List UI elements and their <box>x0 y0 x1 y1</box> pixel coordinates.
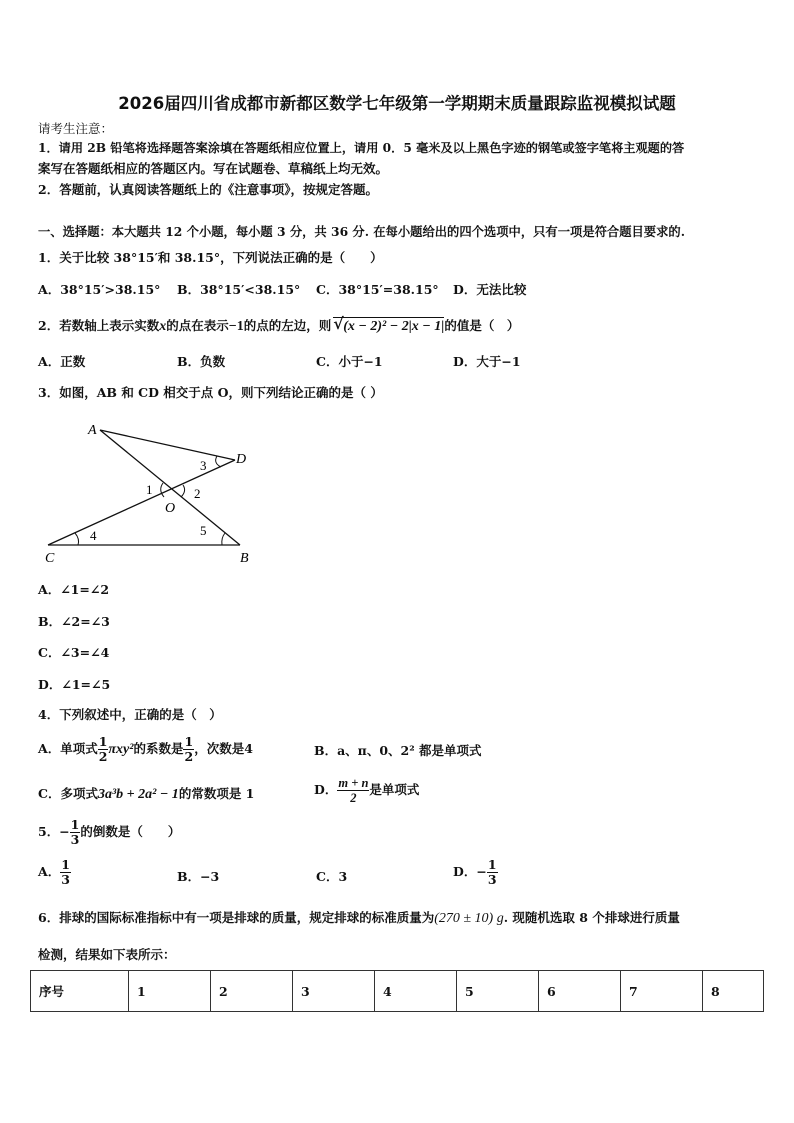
table-header-row <box>31 971 764 1012</box>
notice-line-1b: 案写在答题纸相应的答题区内。写在试题卷、草稿纸上均无效。 <box>38 161 389 176</box>
table-cell: 5 <box>457 971 539 1012</box>
question-5-option-a <box>38 858 71 887</box>
question-3-option-a: A．∠1=∠2 <box>38 582 110 597</box>
question-6-stem-line-2: 检测，结果如下表所示： <box>38 947 176 962</box>
page-title: 2026届四川省成都市新都区数学七年级第一学期期末质量跟踪监视模拟试题 <box>118 94 676 113</box>
q2-stem-mid2: 的点的左边，则 <box>243 318 332 333</box>
question-4-stem: 4．下列叙述中，正确的是（ ） <box>38 707 222 722</box>
q4a-frac-denominator: 2 <box>98 749 108 764</box>
q5a-fraction <box>60 858 71 887</box>
q4a-coef-denominator: 2 <box>184 749 194 764</box>
point-label-b: B <box>240 551 249 566</box>
sqrt-icon: √ <box>333 314 344 333</box>
question-2-option-c: C．小于−1 <box>316 354 383 369</box>
table-cell: 2 <box>211 971 293 1012</box>
question-4-option-a <box>38 735 253 764</box>
q5-frac-denominator: 3 <box>70 832 80 847</box>
q4c-pre: C．多项式 <box>38 786 98 801</box>
question-3-stem: 3．如图，AB 和 CD 相交于点 O，则下列结论正确的是（ ） <box>38 385 383 400</box>
table-cell: 7 <box>621 971 703 1012</box>
q6-data-table <box>30 970 764 1012</box>
q2-radical <box>333 314 445 335</box>
q2-expression: (x − 2)² − 2|x − 1| <box>343 319 445 334</box>
question-6-stem-line-1 <box>38 910 680 927</box>
q5a-frac-numerator: 1 <box>61 857 70 872</box>
question-3-figure <box>40 418 270 570</box>
question-5-option-b: B．−3 <box>177 869 220 884</box>
q4d-post: 是单项式 <box>369 782 420 797</box>
angle-1-arc <box>161 483 164 497</box>
question-1-option-a: A．38°15′>38.15° <box>38 282 161 297</box>
angle-4-arc <box>75 533 79 545</box>
q5a-frac-denominator: 3 <box>61 872 70 887</box>
point-label-c: C <box>45 551 55 566</box>
angle-label-1: 1 <box>146 482 153 497</box>
q4c-post: 的常数项是 1 <box>178 786 255 801</box>
question-1-option-c: C．38°15′=38.15° <box>316 282 439 297</box>
angle-label-3: 3 <box>200 458 207 473</box>
table-cell: 1 <box>129 971 211 1012</box>
question-1-option-b: B．38°15′<38.15° <box>177 282 301 297</box>
q2-stem-mid1: 的点在表示 <box>166 318 229 333</box>
question-3-option-c: C．∠3=∠4 <box>38 645 110 660</box>
q4a-monomial: πxy² <box>108 742 134 757</box>
q5-frac-numerator: 1 <box>70 817 80 832</box>
q2-neg-one: −1 <box>228 319 244 334</box>
q5d-frac-denominator: 3 <box>487 872 497 887</box>
question-3-option-d: D．∠1=∠5 <box>38 677 111 692</box>
angle-label-5: 5 <box>200 523 207 538</box>
question-3-option-b: B．∠2=∠3 <box>38 614 110 629</box>
question-4-option-d <box>314 776 419 805</box>
angle-2-arc <box>181 485 185 497</box>
q4a-coefficient <box>183 735 194 764</box>
question-5-stem <box>38 818 180 847</box>
q4a-fraction <box>98 735 109 764</box>
q4a-coef-numerator: 1 <box>184 734 194 749</box>
q4d-frac-denominator: 2 <box>350 791 357 805</box>
table-cell: 序号 <box>31 971 129 1012</box>
section-heading: 一、选择题：本大题共 12 个小题，每小题 3 分，共 36 分. 在每小题给出的四个选项中，只有一项是符合题目要求的. <box>38 224 685 239</box>
q4c-polynomial: 3a³b + 2a² − 1 <box>97 787 179 802</box>
q4a-pre: A．单项式 <box>38 741 98 756</box>
question-2-stem <box>38 314 520 335</box>
segment-ab <box>100 430 240 545</box>
q5a-pre: A． <box>38 864 61 879</box>
q4a-frac-numerator: 1 <box>98 734 108 749</box>
q4d-frac-numerator: m + n <box>338 776 369 790</box>
notice-heading: 请考生注意： <box>38 121 114 136</box>
point-label-a: A <box>88 423 97 438</box>
q4d-fraction <box>337 776 369 805</box>
q6-stem-pre: 6．排球的国际标准指标中有一项是排球的质量，规定排球的标准质量为 <box>38 910 435 925</box>
table-cell: 6 <box>539 971 621 1012</box>
q4d-pre: D． <box>314 782 338 797</box>
q5d-frac-numerator: 1 <box>487 857 497 872</box>
q2-stem-pre: 2．若数轴上表示实数 <box>38 318 160 333</box>
q6-mass: (270 ± 10) g <box>434 911 504 926</box>
segment-cd <box>48 460 235 545</box>
q4a-post: ，次数是4 <box>194 741 253 756</box>
angle-3-arc <box>216 456 221 467</box>
notice-line-2: 2．答题前，认真阅读答题纸上的《注意事项》，按规定答题。 <box>38 182 378 197</box>
q4a-mid: 的系数是 <box>133 741 184 756</box>
angle-5-arc <box>222 533 225 545</box>
question-4-option-b: B．a、π、0、2² 都是单项式 <box>314 743 482 758</box>
segment-ad <box>100 430 235 460</box>
angle-label-2: 2 <box>194 486 201 501</box>
table-cell: 4 <box>375 971 457 1012</box>
q5-stem-post: 的倒数是（ ） <box>80 824 181 839</box>
table-cell: 3 <box>293 971 375 1012</box>
question-5-option-c: C．3 <box>316 869 348 884</box>
q5-fraction <box>70 818 81 847</box>
angle-label-4: 4 <box>90 528 97 543</box>
question-2-option-b: B．负数 <box>177 354 226 369</box>
table-cell: 8 <box>703 971 764 1012</box>
q2-var-x: x <box>159 319 167 334</box>
question-2-option-a: A．正数 <box>38 354 86 369</box>
q2-stem-post: 的值是（ ） <box>444 318 520 333</box>
question-1-stem: 1．关于比较 38°15′和 38.15°，下列说法正确的是（ ） <box>38 250 383 265</box>
q5d-fraction <box>487 858 498 887</box>
question-2-option-d: D．大于−1 <box>453 354 521 369</box>
notice-line-1a: 1．请用 2B 铅笔将选择题答案涂填在答题纸相应位置上，请用 0．5 毫米及以上黑色字迹的钢笔或签字笔将主观题的答 <box>38 141 685 155</box>
question-4-option-c <box>38 786 254 803</box>
q6-stem-post: . 现随机选取 8 个排球进行质量 <box>503 910 680 925</box>
point-label-o: O <box>165 501 176 516</box>
question-1-option-d: D．无法比较 <box>453 282 527 297</box>
q5d-pre: D．− <box>453 864 487 879</box>
point-label-d: D <box>236 452 247 467</box>
question-5-option-d <box>453 858 498 887</box>
q5-stem-pre: 5．− <box>38 824 70 839</box>
